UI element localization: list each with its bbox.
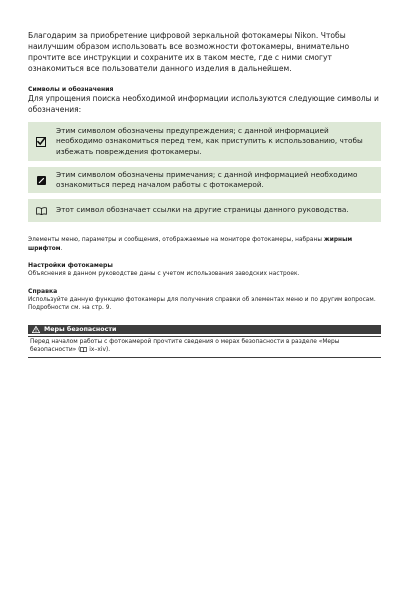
reference-symbol-box: [28, 199, 381, 222]
intro-paragraph: Благодарим за приобретение цифровой зеркальной фотокамеры Nikon. Чтобы наилучшим образом использовать все возможности фотокамеры, внимательно прочтите все инструкции и сохраните их в таком месте, где с ними смогут ознакомиться все пользователи данного изделия в дальнейшем.: [28, 31, 350, 73]
manual-page: [28, 30, 381, 358]
reference-symbol-text: Этот символ обозначает ссылки на другие страницы данного руководства.: [56, 205, 349, 215]
warning-symbol-box: [28, 122, 381, 161]
safety-heading-bar: [28, 325, 381, 334]
menu-note: Элементы меню, параметры и сообщения, отображаемые на мониторе фотокамеры, набраны жирным шрифтом.: [28, 237, 353, 252]
pencil-note-icon: [37, 176, 46, 185]
settings-heading: Настройки фотокамеры: [28, 262, 113, 269]
safety-heading: Меры безопасности: [44, 325, 117, 333]
book-reference-icon: [36, 207, 47, 215]
symbols-heading: Символы и обозначения: [28, 86, 114, 93]
symbols-lead: Для упрощения поиска необходимой информации используются следующие символы и обозначения:: [28, 94, 379, 114]
bold-term: жирным шрифтом: [28, 237, 353, 252]
warning-symbol-text: Этим символом обозначены предупреждения; с данной информацией необходимо ознакомиться перед тем, как приступить к использованию, чтобы избежать повреждения фотокамеры.: [56, 125, 363, 156]
book-reference-icon: [80, 347, 87, 352]
checkbox-warning-icon: [36, 137, 46, 147]
help-text: Используйте данную функцию фотокамеры для получения справки об элементах меню и по другим вопросам. Подробности см. на стр. 9.: [28, 296, 376, 311]
safety-text: Перед началом работы с фотокамерой прочтите сведения о мерах безопасности в разделе «Меры безопасности» ( ix–xiv).: [28, 336, 381, 358]
warning-triangle-icon: [32, 326, 40, 333]
settings-text: Объяснения в данном руководстве даны с учетом использования заводских настроек.: [28, 271, 300, 277]
safety-page-ref: ix–xiv: [89, 347, 106, 353]
note-symbol-box: [28, 167, 381, 193]
note-symbol-text: Этим символом обозначены примечания; с данной информацией необходимо ознакомиться перед началом работы с фотокамерой.: [56, 169, 358, 189]
help-heading: Справка: [28, 287, 58, 295]
